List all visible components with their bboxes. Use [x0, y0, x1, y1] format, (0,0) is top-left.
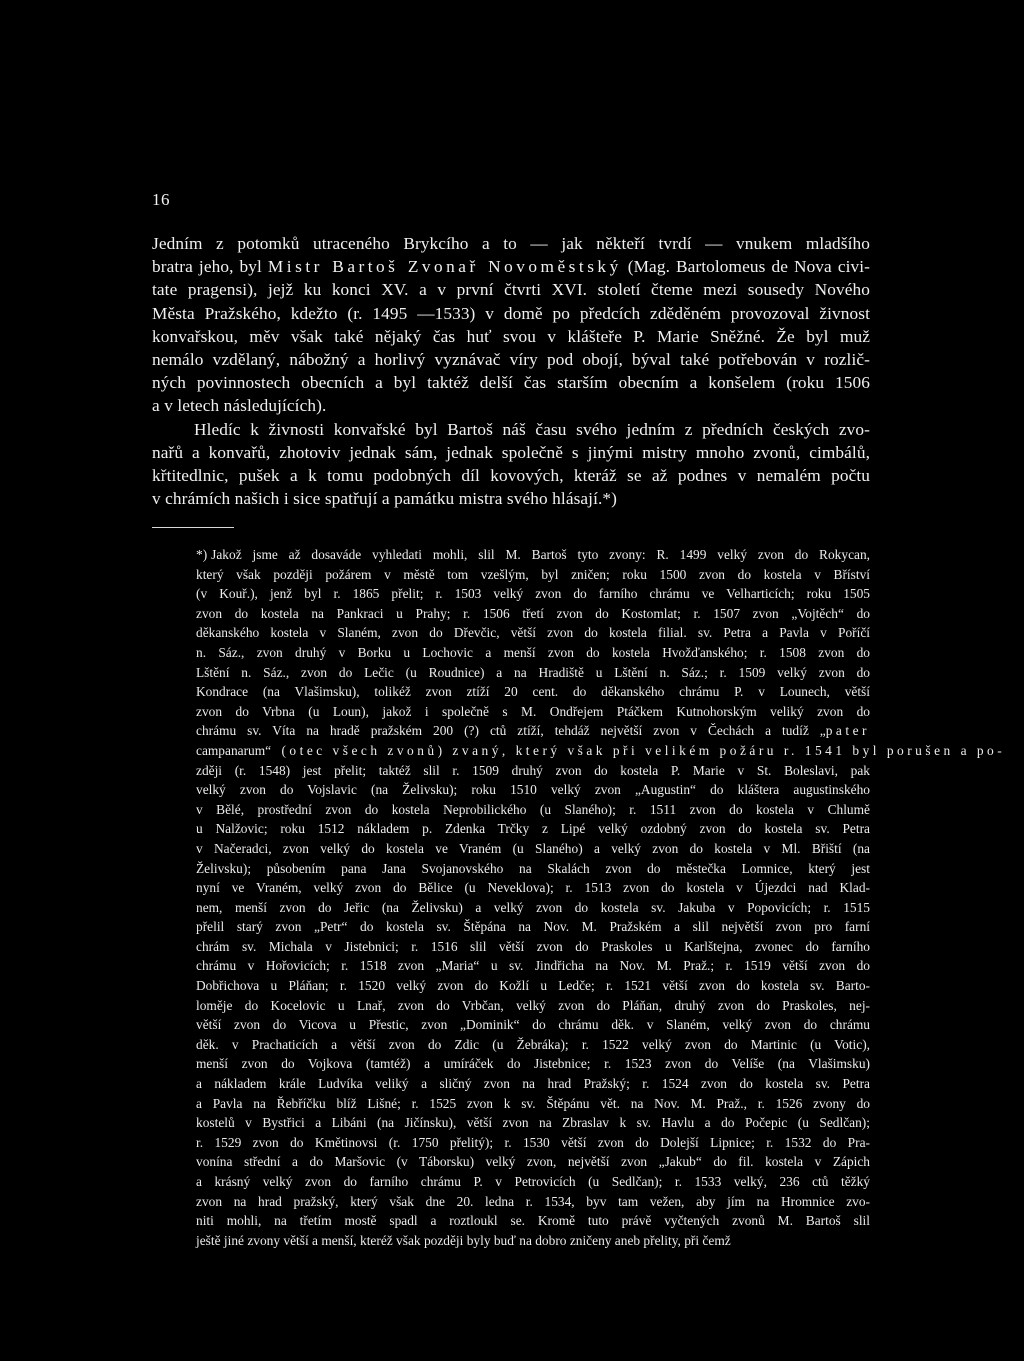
- emphasized-text: “ (otec všech zvonů) zvaný, který však při velikém požáru r. 1541 byl porušen a po-: [265, 742, 1006, 758]
- text-line: a krásný velký zvon do farního chrámu P. v Petrovicích (u Sedlčan); r. 1533 velký, 236 ctů těžký: [196, 1174, 870, 1189]
- emphasized-text: Mistr Bartoš Zvonař Novoměstský: [267, 257, 622, 277]
- text-line: a v letech následujících).: [152, 396, 327, 416]
- text-line: děkanského kostela v Slaném, zvon do Dřevčic, větší zvon do kostela filial. sv. Petra a Pavla v Poříčí: [196, 625, 870, 641]
- text-line: chrámu v Hořovicích; r. 1518 zvon „Maria“ u sv. Jindřicha na Nov. M. Praž.; r. 1519 větší zvon do: [196, 958, 870, 974]
- text-line: bratra jeho, byl Mistr Bartoš Zvonař Novoměstský (Mag. Bartolomeus de Nova civi-: [152, 257, 871, 277]
- text-line: a nákladem krále Ludvíka veliký a sličný zvon na hrad Pražský; r. 1524 zvon do kostela sv. Petra: [196, 1076, 870, 1092]
- text-line: chrám sv. Michala v Jistebnici; r. 1516 slil větší zvon do Praskoles u Karlštejna, zvonec do farního: [196, 938, 870, 954]
- text-line: Želivsku); působením pana Jana Svojanovského na Skalách zvon do městečka Lomnice, který jest: [196, 860, 870, 876]
- text-line: velký zvon do Vojslavic (na Želivsku); roku 1510 velký zvon „Augustin“ do kláštera augustinského: [196, 782, 870, 798]
- text-line: děk. v Prachaticích a větší zvon do Zdic (u Žebráka); r. 1522 velký zvon do Martinic (u Votic),: [196, 1036, 870, 1052]
- text-line: chrámu sv. Víta na hradě pražském 200 (?) ctů ztíží, tehdáž největší zvon v Čechách a tudíž „pater: [196, 723, 870, 739]
- text-line: (v Kouř.), jenž byl r. 1865 přelit; r. 1503 velký zvon do farního chrámu ve Velharticích; roku 1505: [196, 586, 870, 602]
- text-line: nyní ve Vraném, velký zvon do Bělice (u Neveklova); r. 1513 zvon do kostela v Újezdci nad Klad-: [196, 880, 870, 896]
- footnote-separator: [152, 527, 234, 528]
- text-line: ných povinnostech obecních a byl taktéž delší čas starším obecním a konšelem (roku 1506: [152, 373, 870, 393]
- text-line: přelil starý zvon „Petr“ do kostela sv. Štěpána na Nov. M. Pražském a slil největší zvon pro farní: [196, 919, 870, 935]
- text-line: zvon do Vrbna (u Loun), jakož i společně s M. Ondřejem Ptáčkem Kutnohorským veliký zvon do: [196, 703, 870, 719]
- text-line: zději (r. 1548) jest přelit; taktéž slil r. 1509 druhý zvon do kostela P. Marie v St. Boleslavi, pak: [196, 762, 870, 778]
- text-line: Dobřichova u Pláňan; r. 1520 velký zvon do Kožlí u Ledče; r. 1521 větší zvon do kostela sv. Barto-: [196, 978, 870, 994]
- text-line: Jedním z potomků utraceného Brykcího a to — jak někteří tvrdí — vnukem mladšího: [152, 234, 870, 253]
- text-line: v chrámích našich i sice spatřují a památku mistra svého hlásají.*): [152, 489, 617, 509]
- text-line: u Nalžovic; roku 1512 nákladem p. Zdenka Trčky z Lipé velký ozdobný zvon do kostela sv. Petra: [196, 821, 870, 837]
- footnote-mark: *): [196, 547, 208, 562]
- text-line: n. Sáz., zvon druhý v Borku u Lochovic a menší zvon do kostela Hvožďanského; r. 1508 zvon do: [196, 644, 870, 660]
- text-line: kostelů v Bystřici a Libáni (na Jičínsku), větší zvon na Zbraslav k sv. Havlu a do Počepic (u Sedlčan);: [196, 1115, 870, 1131]
- text-line: Lštění n. Sáz., zvon do Lečic (u Roudnice) a na Hradiště u Lštění n. Sáz.; r. 1509 velký zvon do: [196, 664, 870, 680]
- text-line: zvon na hrad pražský, který však dne 20. ledna r. 1534, byv tam vežen, aby jím na Hromnice zvo-: [196, 1193, 870, 1209]
- text-line: Kondrace (na Vlašimsku), tolikéž zvon ztíží 20 cent. do děkanského chrámu P. v Lounech, větší: [196, 684, 870, 700]
- text-line: campanarum“ (otec všech zvonů) zvaný, který však při velikém požáru r. 1541 byl porušen a po-: [196, 742, 1006, 758]
- emphasized-text: pater: [825, 723, 870, 739]
- text-line: vonína střední a do Maršovic (v Táborsku) velký zvon, největší zvon „Jakub“ do fil. kostela v Zápich: [196, 1154, 870, 1170]
- paragraph-1: [152, 232, 870, 418]
- text-line: zvon do kostela na Pankraci u Prahy; r. 1506 třetí zvon do Kostomlat; r. 1507 zvon „Vojtěch“ do: [196, 605, 870, 621]
- text-line: konvařskou, měv však také nějaký čas huť svou v klášteře P. Marie Sněžné. Že byl muž: [152, 326, 870, 346]
- text-line: Hledíc k živnosti konvařské byl Bartoš náš času svého jedním z předních českých zvo-: [194, 419, 870, 439]
- text-line: nemálo vzdělaný, nábožný a horlivý vyznávač víry pod obojí, býval také potřebován v rozlič-: [152, 350, 870, 370]
- text-line: v Načeradci, zvon velký do kostela ve Vraném (u Slaného) a velký zvon do kostela v Ml. Břiští (na: [196, 840, 870, 856]
- footnote: [196, 545, 1006, 1250]
- text-line: menší zvon do Vojkova (tamtéž) a umíráček do Jistebnice; r. 1523 zvon do Velíše (na Vlašimsku): [196, 1056, 870, 1072]
- text-line: nařů a konvařů, zhotoviv jednak sám, jednak společně s jinými mistry mnoho zvonů, cimbálů,: [152, 442, 870, 462]
- text-line: ještě jiné zvony větší a menší, kteréž však později byly buď na dobro zničeny aneb přelity, při čemž: [196, 1232, 731, 1248]
- text-line: *) Jakož jsme až dosaváde vyhledati mohli, slil M. Bartoš tyto zvony: R. 1499 velký zvon do Rokycan,: [196, 547, 870, 562]
- text-line: nem, menší zvon do Jeřic (na Želivsku) a velký zvon do kostela sv. Jakuba v Popovicích; r. 1515: [196, 899, 870, 915]
- text-line: křtitedlnic, pušek a k tomu podobných díl kovových, kteráž se až podnes v nemalém počtu: [152, 466, 870, 486]
- text-line: a Pavla na Řebříčku blíž Lišné; r. 1525 zvon k sv. Štěpánu vět. na Nov. M. Praž., r. 1526 zvony do: [196, 1095, 870, 1111]
- text-line: Města Pražského, kdežto (r. 1495 —1533) v domě po předcích zděděném provozoval živnost: [152, 303, 870, 323]
- text-line: niti mohli, na třetím mostě spadl a roztloukl se. Kromě tuto právě vyčtených zvonů M. Bartoš slil: [196, 1213, 870, 1229]
- text-line: r. 1529 zvon do Kmětinovsi (r. 1750 přelitý); r. 1530 větší zvon do Dolejší Lipnice; r. 1532 do Pra-: [196, 1134, 870, 1150]
- page-number: 16: [152, 190, 170, 209]
- text-line: loměje do Kocelovic u Lnař, zvon do Vrbčan, velký zvon do Pláňan, druhý zvon do Praskoles, nej-: [196, 997, 870, 1013]
- text-line: větší zvon do Vicova u Přestic, zvon „Dominik“ do chrámu děk. v Slaném, velký zvon do chrámu: [196, 1017, 870, 1033]
- text-line: který však později požárem v městě tom vzešlým, byl zničen; roku 1500 zvon do kostela v Bříství: [196, 566, 870, 582]
- paragraph-2: [152, 418, 870, 511]
- text-line: v Bělé, prostřední zvon do kostela Neprobilického (u Slaného); r. 1511 zvon do kostela v Chlumě: [196, 801, 870, 817]
- text-line: tate pragensi), jejž ku konci XV. a v první čtvrti XVI. století čteme mezi sousedy Nového: [152, 280, 870, 300]
- main-text: [152, 232, 870, 510]
